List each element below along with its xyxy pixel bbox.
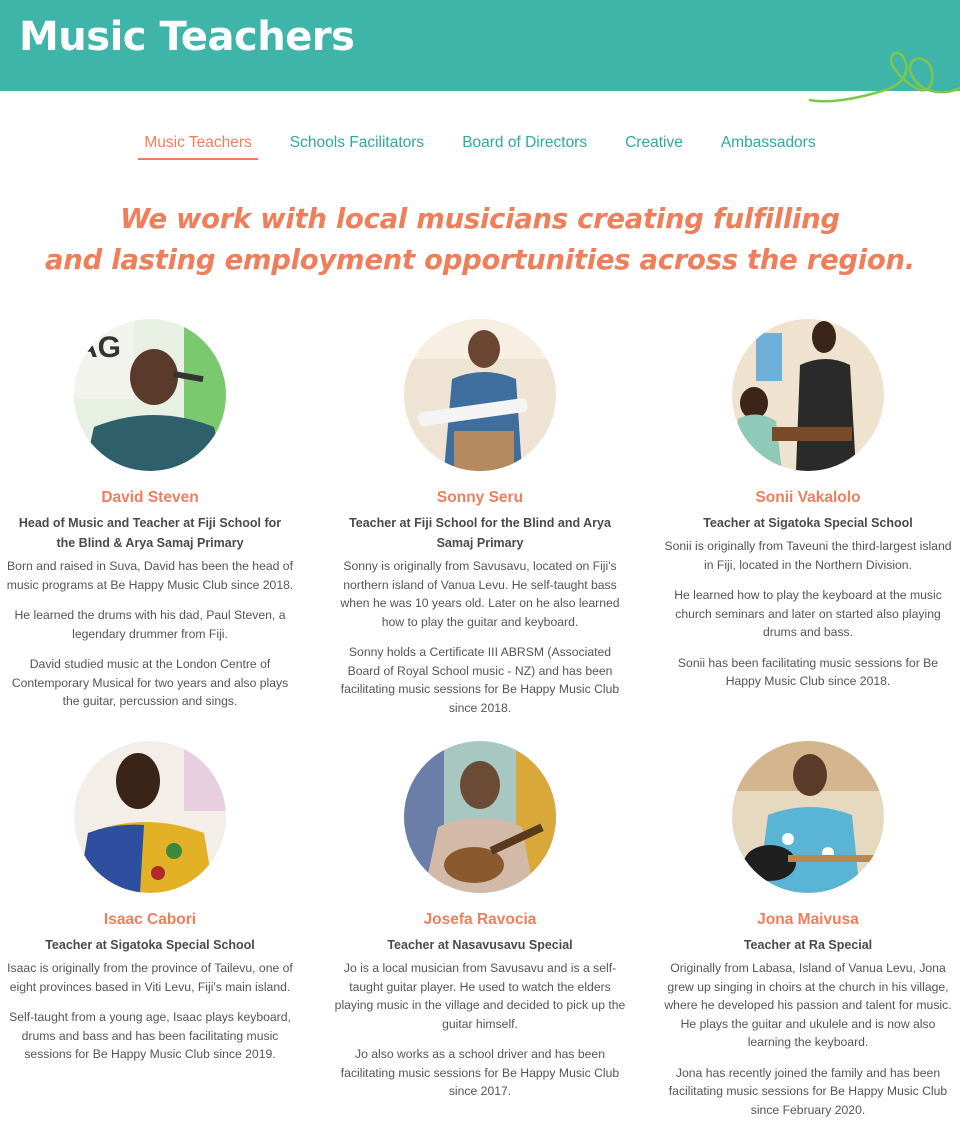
avatar	[732, 319, 884, 471]
teacher-role: Teacher at Sigatoka Special School	[703, 516, 913, 530]
teacher-name: Jona Maivusa	[757, 911, 859, 928]
teacher-photo-icon	[74, 319, 226, 471]
teacher-role: Head of Music and Teacher at Fiji School for the Blind & Arya Samaj Primary	[18, 516, 282, 550]
teacher-photo-icon	[74, 741, 226, 893]
teacher-photo-icon	[404, 319, 556, 471]
teacher-name: David Steven	[101, 489, 199, 506]
teacher-name: Sonii Vakalolo	[755, 489, 861, 506]
teacher-card	[0, 319, 300, 711]
tab-schools-facilitators[interactable]: Schools Facilitators	[289, 134, 425, 151]
tab-music-teachers[interactable]: Music Teachers	[138, 134, 257, 160]
teacher-photo-icon	[732, 319, 884, 471]
teacher-bio: Isaac is originally from the province of Tailevu, one of eight provinces based in Viti Levu, Fiji's main island.	[7, 961, 293, 994]
teacher-name: Josefa Ravocia	[423, 911, 537, 928]
headline-line-1: We work with local musicians creating fulfilling	[120, 203, 840, 235]
teacher-bio: Self-taught from a young age, Isaac plays keyboard, drums and bass and has been facilitating music sessions for Be Happy Music Club since 2019.	[9, 1010, 291, 1061]
teacher-role: Teacher at Ra Special	[743, 938, 873, 952]
teacher-role: Teacher at Sigatoka Special School	[45, 938, 255, 952]
avatar	[404, 741, 556, 893]
teacher-bio: Jona has recently joined the family and has been facilitating music sessions for Be Happy Music Club since February 2020.	[668, 1065, 948, 1117]
teacher-role: Teacher at Nasavusavu Special	[387, 938, 573, 952]
heart-swoosh-icon	[800, 40, 960, 112]
teacher-bio: He learned how to play the keyboard at the music church seminars and later on started also playing drums and bass.	[674, 588, 942, 639]
avatar	[732, 741, 884, 893]
teacher-card	[330, 319, 630, 717]
teacher-bio: Born and raised in Suva, David has been the head of music programs at Be Happy Music Club since 2018.	[6, 559, 294, 592]
page-title: Music Teachers	[19, 14, 355, 60]
headline-line-2: and lasting employment opportunities across the region.	[45, 244, 915, 276]
teacher-bio: Jo is a local musician from Savusavu and is a self-taught guitar player. He used to watch the elders playing music in the village and decided to pick up the guitar himself.	[334, 961, 626, 1031]
teacher-bio: Sonny holds a Certificate III ABRSM (Associated Board of Royal School music - NZ) and has been facilitating music sessions for Be Happy Music Club since 2018.	[340, 645, 620, 715]
teacher-card	[658, 741, 958, 1119]
teacher-name: Isaac Cabori	[103, 911, 197, 928]
teacher-card	[330, 741, 630, 1101]
mission-headline	[0, 199, 960, 281]
teacher-photo-icon	[404, 741, 556, 893]
tab-ambassadors[interactable]: Ambassadors	[720, 134, 816, 151]
teacher-bio: David studied music at the London Centre of Contemporary Musical for two years and also plays the guitar, percussion and sings.	[11, 657, 289, 708]
tab-board-of-directors[interactable]: Board of Directors	[462, 134, 588, 151]
teacher-bio: He learned the drums with his dad, Paul Steven, a legendary drummer from Fiji.	[14, 608, 286, 641]
teacher-photo-icon	[732, 741, 884, 893]
teacher-bio: Jo also works as a school driver and has been facilitating music sessions for Be Happy Music Club since 2017.	[340, 1047, 620, 1098]
teacher-card	[0, 741, 300, 1064]
svg-text:AG: AG	[76, 331, 121, 364]
avatar	[74, 741, 226, 893]
teacher-bio: Sonii is originally from Taveuni the third-largest island in Fiji, located in the Northern Division.	[664, 539, 952, 572]
tab-creative[interactable]: Creative	[625, 134, 683, 151]
avatar	[404, 319, 556, 471]
teacher-role: Teacher at Fiji School for the Blind and Arya Samaj Primary	[349, 516, 611, 550]
teacher-bio: Originally from Labasa, Island of Vanua Levu, Jona grew up singing in choirs at the church in his village, where he developed his passion and talent for music. He plays the guitar and ukulele and is now also learning the keyboard.	[664, 961, 952, 1049]
teacher-card	[658, 319, 958, 691]
avatar	[74, 319, 226, 471]
teacher-bio: Sonii has been facilitating music sessions for Be Happy Music Club since 2018.	[677, 655, 939, 688]
section-nav	[0, 134, 960, 160]
teacher-bio: Sonny is originally from Savusavu, located on Fiji's northern island of Vanua Levu. He self-taught bass when he was 10 years old. Later on he also learned how to play the guitar and keyboard.	[340, 559, 620, 629]
teacher-name: Sonny Seru	[436, 489, 524, 506]
